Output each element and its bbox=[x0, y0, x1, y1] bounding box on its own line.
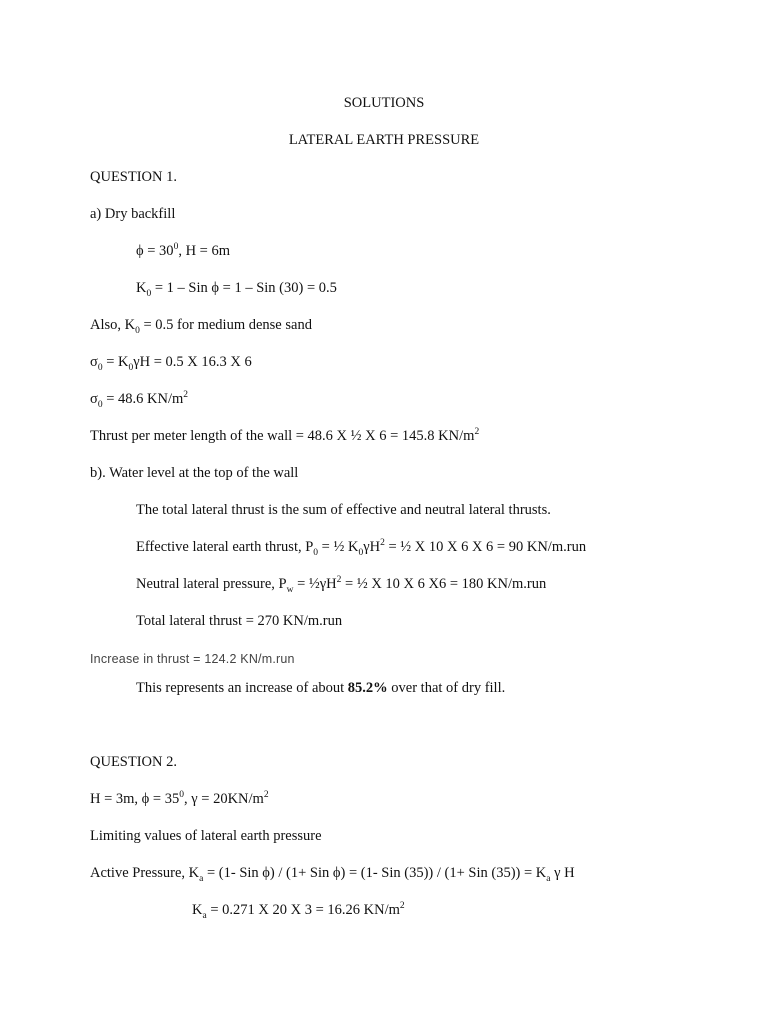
part-b-heading: b). Water level at the top of the wall bbox=[90, 465, 299, 481]
increase-percentage-note: This represents an increase of about 85.2% over that of dry fill. bbox=[136, 680, 506, 696]
limiting-values-heading: Limiting values of lateral earth pressure bbox=[90, 828, 322, 844]
thrust-per-meter: Thrust per meter length of the wall = 48.6 X ½ X 6 = 145.8 $KN/m^2$ bbox=[90, 427, 480, 444]
question-2-heading: QUESTION 2. bbox=[90, 754, 177, 770]
total-lateral-thrust: Total lateral thrust = 270 KN/m.run bbox=[136, 613, 343, 629]
k0-sand-note: Also, $K_0 = 0.5$ for medium dense sand bbox=[90, 317, 312, 336]
ka-result-equation: $K_a = 0.271$ X 20 X 3 = 16.26 $KN/m^2$ bbox=[192, 901, 405, 921]
k0-equation: $K_0 = 1$ – Sin ϕ = 1 – Sin (30) = 0.5 bbox=[136, 280, 337, 299]
neutral-pressure-equation: Neutral lateral pressure, $P_w$ = $\frac{1}{2}\gamma H^2$ = ½ X 10 X 6 X6 = 180 KN/m.run bbox=[136, 575, 547, 595]
doc-subtitle: LATERAL EARTH PRESSURE bbox=[288, 132, 480, 148]
effective-thrust-equation: Effective lateral earth thrust, $P_0$ = ½ $K_0\gamma H^2$ = ½ X 10 X 6 X 6 = 90 KN/m.run bbox=[136, 538, 587, 558]
sigma-equation-2: $\sigma_0 = 48.6$ $KN/m^2$ bbox=[90, 390, 189, 410]
doc-title: SOLUTIONS bbox=[343, 95, 425, 111]
increase-in-thrust: Increase in thrust = 124.2 KN/m.run bbox=[90, 652, 295, 666]
total-thrust-description: The total lateral thrust is the sum of effective and neutral lateral thrusts. bbox=[136, 502, 551, 518]
part-a-heading: a) Dry backfill bbox=[90, 206, 176, 222]
active-pressure-equation: Active Pressure, $K_a = (1-$ Sin ϕ) / (1+ Sin ϕ) = (1- Sin (35)) / (1+ Sin $(35)) = K_a$ γ H bbox=[90, 865, 575, 884]
given-values-line: $\phi = 30^0$, H = 6m bbox=[136, 242, 230, 259]
sigma-equation-1: $\sigma_0 = K_0\gamma H = 0.5$ X 16.3 X 6 bbox=[90, 354, 252, 373]
question-2-given: H = 3m, $\phi = 35^0$, $\gamma = 20KN/m^2$ bbox=[90, 790, 269, 807]
question-1-heading: QUESTION 1. bbox=[90, 169, 177, 185]
